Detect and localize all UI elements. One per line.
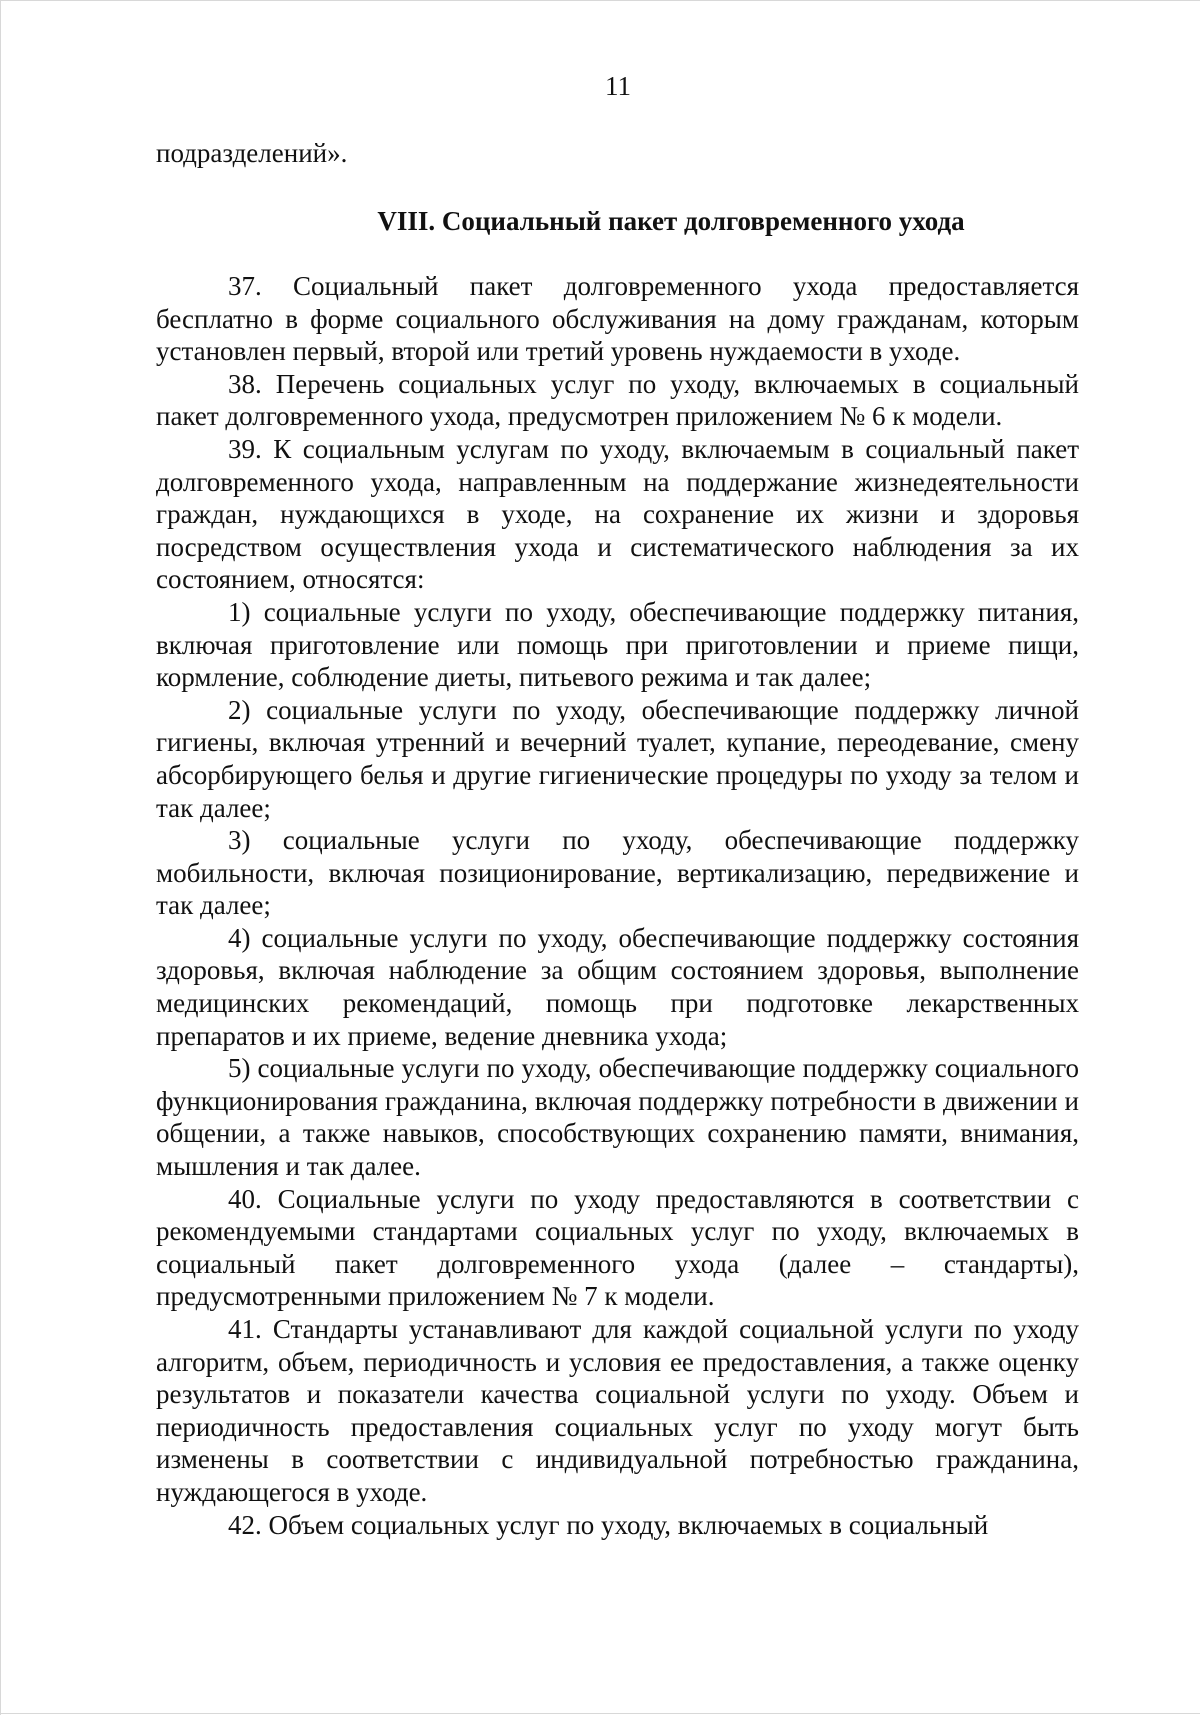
list-item-5: 5) социальные услуги по уходу, обеспечивающие поддержку социального функционирования гражданина, включая поддержку потребности в движении и общении, а также навыков, способствующих сохранению памяти, внимания, мышления и так далее. (156, 1053, 1079, 1182)
page-number: 11 (605, 71, 631, 101)
body-text (156, 270, 1079, 1541)
scan-edge-bottom (0, 1713, 1200, 1714)
list-item-4: 4) социальные услуги по уходу, обеспечивающие поддержку состояния здоровья, включая наблюдение за общим состоянием здоровья, выполнение медицинских рекомендаций, помощь при подготовке лекарственных препаратов и их приеме, ведение дневника ухода; (156, 922, 1079, 1051)
list-item-1: 1) социальные услуги по уходу, обеспечивающие поддержку питания, включая приготовление или помощь при приготовлении и приеме пищи, кормление, соблюдение диеты, питьевого режима и так далее; (156, 596, 1079, 693)
paragraph-38: 38. Перечень социальных услуг по уходу, включаемых в социальный пакет долговременного ухода, предусмотрен приложением № 6 к модели. (156, 368, 1079, 432)
list-item-2: 2) социальные услуги по уходу, обеспечивающие поддержку личной гигиены, включая утренний и вечерний туалет, купание, переодевание, смену абсорбирующего белья и другие гигиенические процедуры по уходу за телом и так далее; (156, 694, 1079, 823)
paragraph-40: 40. Социальные услуги по уходу предоставляются в соответствии с рекомендуемыми стандартами социальных услуг по уходу, включаемых в социальный пакет долговременного ухода (далее – стандарты), предусмотренными приложением № 7 к модели. (156, 1183, 1079, 1312)
scan-edge-left (0, 0, 1, 1715)
paragraph-37: 37. Социальный пакет долговременного ухода предоставляется бесплатно в форме социального обслуживания на дому гражданам, которым установлен первый, второй или третий уровень нуждаемости в уходе. (156, 271, 1079, 367)
paragraph-41: 41. Стандарты устанавливают для каждой социальной услуги по уходу алгоритм, объем, периодичность и условия ее предоставления, а также оценку результатов и показатели качества социальной услуги по уходу. Объем и периодичность предоставления социальных услуг по уходу могут быть изменены в соответствии с индивидуальной потребностью гражданина, нуждающегося в уходе. (156, 1314, 1079, 1507)
section-title: VIII. Социальный пакет долговременного ухода (377, 206, 965, 236)
continuation-text: подразделений». (156, 138, 348, 168)
scan-edge-top (0, 0, 1200, 1)
list-item-3: 3) социальные услуги по уходу, обеспечивающие поддержку мобильности, включая позиционирование, вертикализацию, передвижение и так далее; (156, 825, 1079, 921)
paragraph-39: 39. К социальным услугам по уходу, включаемым в социальный пакет долговременного ухода, направленным на поддержание жизнедеятельности граждан, нуждающихся в уходе, на сохранение их жизни и здоровья посредством осуществления ухода и систематического наблюдения за их состоянием, относятся: (156, 433, 1079, 595)
paragraph-42: 42. Объем социальных услуг по уходу, включаемых в социальный (228, 1509, 989, 1540)
